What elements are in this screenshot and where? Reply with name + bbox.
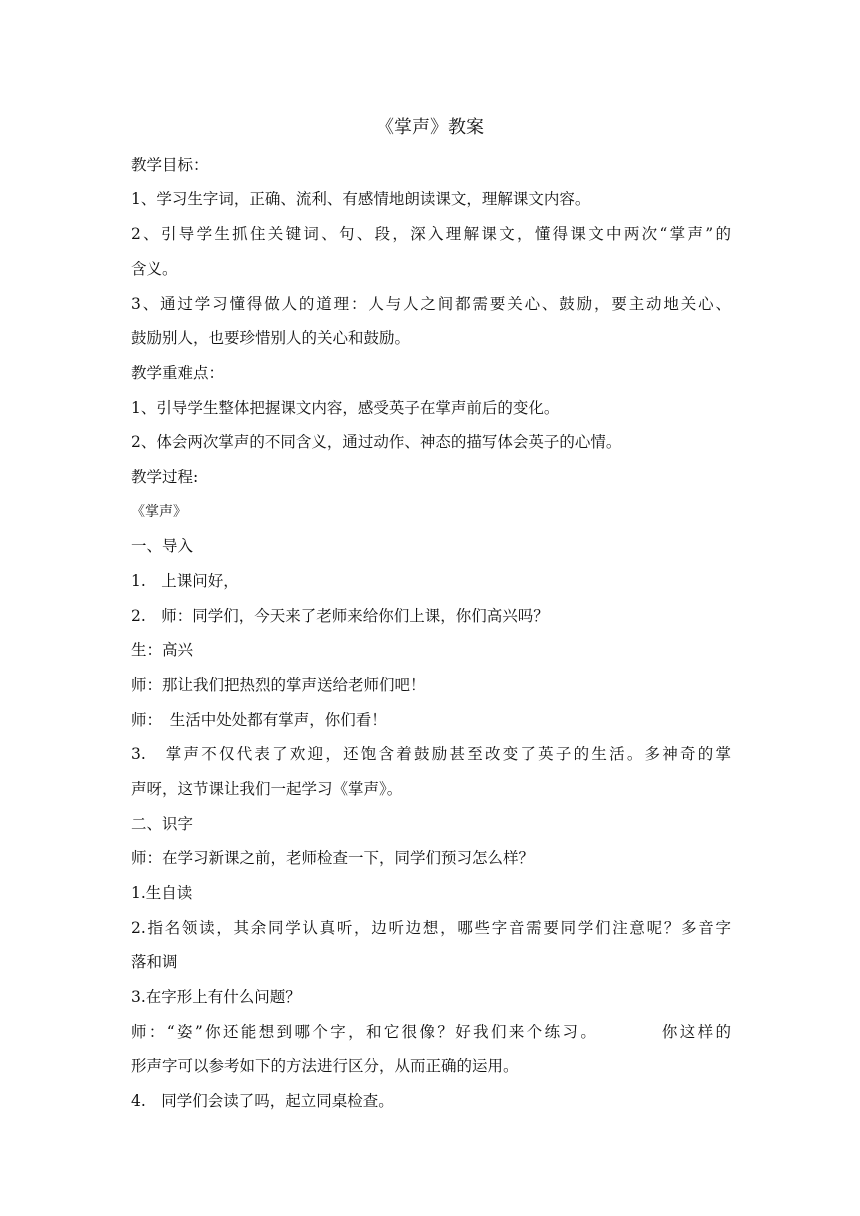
teacher-line-2: 师： 生活中处处都有掌声，你们看！ xyxy=(131,711,387,729)
reading-step-4: 4. 同学们会读了吗，起立同桌检查。 xyxy=(131,1092,394,1110)
objective-1: 1、学习生字词，正确、流利、有感情地朗读课文，理解课文内容。 xyxy=(131,190,591,208)
teacher-line-4-continued: 形声字可以参考如下的方法进行区分，从而正确的运用。 xyxy=(131,1057,519,1075)
teacher-line-4: 师：“姿”你还能想到哪个字，和它很像？好我们来个练习。 你这样的 xyxy=(131,1023,731,1041)
section-heading-process: 教学过程: xyxy=(131,468,199,486)
reading-step-2-line-1: 2.指名领读，其余同学认真听，边听边想，哪些字音需要同学们注意呢？多音字 xyxy=(131,919,731,937)
document-title: 《掌声》教案 xyxy=(376,117,484,138)
key-point-1: 1、引导学生整体把握课文内容，感受英子在掌声前后的变化。 xyxy=(131,399,560,417)
part-1-heading: 一、导入 xyxy=(131,537,194,555)
step-3-line-2: 声呀，这节课让我们一起学习《掌声》。 xyxy=(131,780,403,798)
teacher-line-3: 师：在学习新课之前，老师检查一下，同学们预习怎么样？ xyxy=(131,849,535,867)
step-3-line-1: 3. 掌声不仅代表了欢迎，还饱含着鼓励甚至改变了英子的生活。多神奇的掌 xyxy=(131,745,731,763)
reading-step-1: 1.生自读 xyxy=(131,884,193,902)
objective-2-line-2: 含义。 xyxy=(131,260,178,278)
lesson-name: 《掌声》 xyxy=(131,504,187,520)
section-heading-key-points: 教学重难点： xyxy=(131,364,225,382)
reading-step-3: 3.在字形上有什么问题？ xyxy=(131,988,301,1006)
teacher-line-1: 师：那让我们把热烈的掌声送给老师们吧！ xyxy=(131,676,426,694)
section-heading-objectives: 教学目标： xyxy=(131,156,209,174)
step-2: 2. 师：同学们，今天来了老师来给你们上课，你们高兴吗？ xyxy=(131,607,549,625)
reading-step-2-line-2: 落和调 xyxy=(131,953,178,971)
objective-3-line-2: 鼓励别人，也要珍惜别人的关心和鼓励。 xyxy=(131,329,411,347)
key-point-2: 2、体会两次掌声的不同含义，通过动作、神态的描写体会英子的心情。 xyxy=(131,433,622,451)
step-1: 1. 上课问好， xyxy=(131,572,239,590)
objective-3-line-1: 3、通过学习懂得做人的道理：人与人之间都需要关心、鼓励，要主动地关心、 xyxy=(131,295,731,313)
student-reply: 生：高兴 xyxy=(131,641,194,659)
objective-2-line-1: 2、引导学生抓住关键词、句、段，深入理解课文，懂得课文中两次“掌声”的 xyxy=(131,225,731,243)
part-2-heading: 二、识字 xyxy=(131,815,194,833)
